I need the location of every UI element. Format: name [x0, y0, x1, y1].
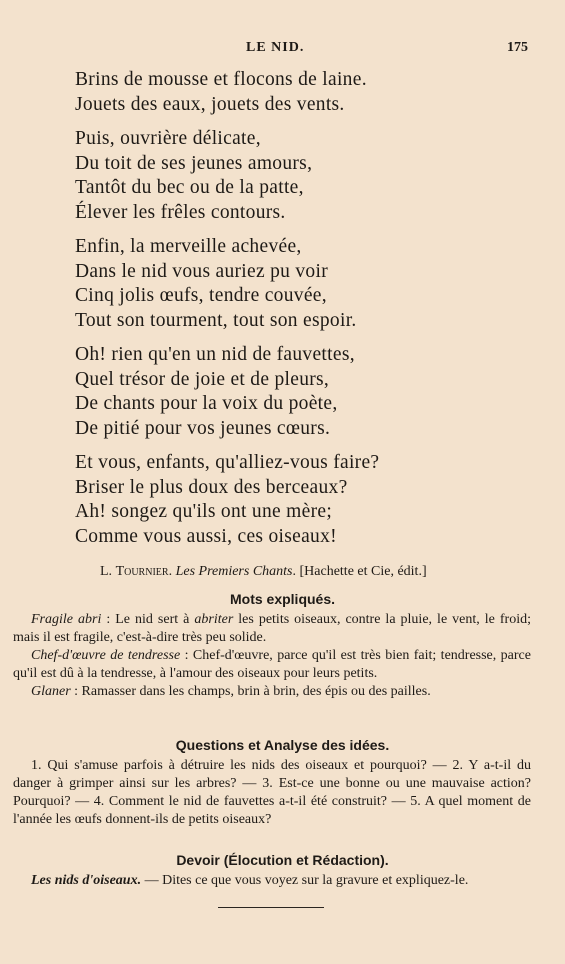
devoir-instruction: — Dites ce que vous voyez sur la gravure et expliquez-le.	[141, 873, 469, 888]
devoir-paragraph	[13, 872, 531, 890]
poem-line: Brins de mousse et flocons de laine.	[75, 69, 367, 90]
poem-line: Dans le nid vous auriez pu voir	[75, 260, 328, 282]
mots-emphasis: abriter	[194, 612, 234, 627]
attribution-separator: .	[168, 564, 176, 579]
mots-text: : Le nid sert à	[101, 612, 195, 627]
poem-line: De pitié pour vos jeunes cœurs.	[75, 417, 331, 439]
questions-text	[13, 757, 531, 829]
poem-line: Briser le plus doux des berceaux?	[75, 476, 348, 498]
page-number: 175	[507, 40, 528, 55]
poem-line: Ah! songez qu'ils ont une mère;	[75, 501, 333, 522]
poem-line: Du toit de ses jeunes amours,	[75, 152, 313, 174]
poem-line: Élever les frêles contours.	[75, 201, 286, 223]
page-header	[0, 40, 565, 60]
end-rule	[218, 907, 324, 908]
devoir-subject: Les nids d'oiseaux.	[31, 873, 142, 888]
mots-term: Chef-d'œuvre de tendresse	[31, 648, 181, 663]
poem-line: Et vous, enfants, qu'alliez-vous faire?	[75, 452, 380, 473]
questions-title: Questions et Analyse des idées.	[175, 737, 390, 753]
poem-line: Oh! rien qu'en un nid de fauvettes,	[75, 344, 355, 365]
mots-entry	[13, 611, 531, 647]
poem-line: Comme vous aussi, ces oiseaux!	[75, 525, 337, 547]
mots-text: : Ramasser dans les champs, brin à brin, des épis ou des pailles.	[70, 684, 431, 699]
poem-line: Puis, ouvrière délicate,	[75, 128, 261, 149]
author-initial: L.	[100, 564, 116, 579]
attribution	[100, 564, 427, 580]
poem-line: De chants pour la voix du poète,	[75, 393, 338, 414]
stanza	[75, 451, 525, 549]
devoir-title: Devoir (Élocution et Rédaction).	[176, 852, 389, 868]
poem-line: Quel trésor de joie et de pleurs,	[75, 368, 330, 390]
poem-line: Tout son tourment, tout son espoir.	[75, 309, 357, 331]
stanza	[75, 127, 525, 225]
poem-line: Cinq jolis œufs, tendre couvée,	[75, 285, 327, 306]
mots-term: Fragile abri	[31, 612, 102, 627]
mots-title: Mots expliqués.	[229, 591, 336, 607]
running-title: LE NID.	[246, 40, 305, 55]
mots-text: les petits oiseaux, contre la pluie, le vent, le froid; mais il est fragile, c'est-à-dire très peu solide.	[13, 612, 531, 645]
poem-line: Tantôt du bec ou de la patte,	[75, 177, 304, 198]
mots-entry	[13, 647, 531, 683]
poem-line: Enfin, la merveille achevée,	[75, 236, 302, 257]
stanza	[75, 68, 525, 117]
poem	[75, 68, 525, 559]
poem-line: Jouets des eaux, jouets des vents.	[75, 93, 345, 115]
mots-text: : Chef-d'œuvre, parce qu'il est très bien fait; tendresse, parce qu'il est dû à la tendresse, à l'amour des oiseaux pour leurs petits.	[13, 648, 531, 681]
devoir-text	[13, 872, 531, 890]
mots-entry	[13, 683, 531, 701]
questions-paragraph: 1. Qui s'amuse parfois à détruire les nids des oiseaux et pourquoi? — 2. Y a-t-il du danger à grimper ainsi sur les arbres? — 3. Est-ce une bonne ou une mauvaise action? Pourquoi? — 4. Comment le nid de fauvettes a-t-il été construit? — 5. A quel moment de l'année les œufs donnent-ils de petits oiseaux?	[13, 758, 531, 827]
stanza	[75, 235, 525, 333]
mots-list	[13, 611, 531, 701]
stanza	[75, 343, 525, 441]
author-name: Tournier	[115, 564, 169, 579]
publisher: . [Hachette et Cie, édit.]	[292, 564, 427, 579]
work-title: Les Premiers Chants	[175, 564, 293, 579]
mots-term: Glaner	[31, 684, 71, 699]
